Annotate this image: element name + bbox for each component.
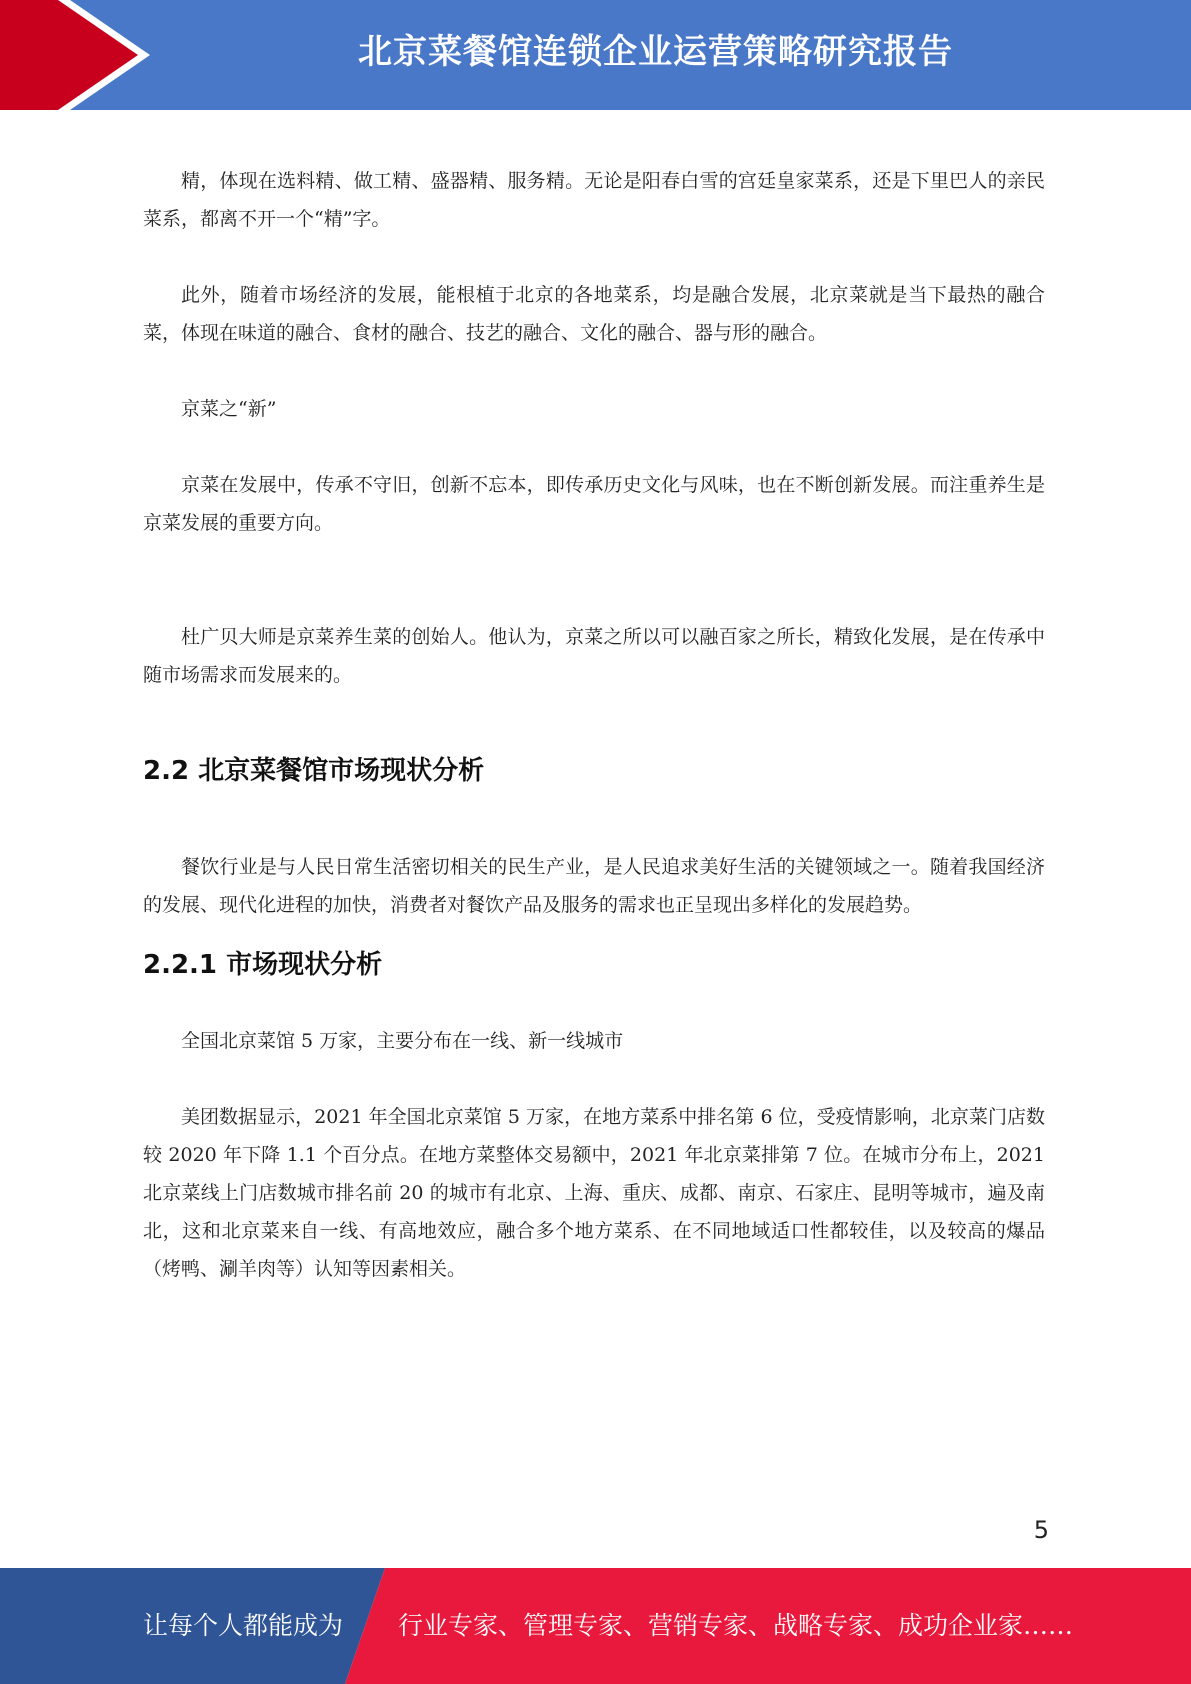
paragraph-master: 杜广贝大师是京菜养生菜的创始人。他认为，京菜之所以可以融百家之所长，精致化发展，是在传承中随市场需求而发展来的。: [143, 626, 1045, 686]
paragraph-industry: 餐饮行业是与人民日常生活密切相关的民生产业，是人民追求美好生活的关键领域之一。随着我国经济的发展、现代化进程的加快，消费者对餐饮产品及服务的需求也正呈现出多样化的发展趋势。: [143, 856, 1045, 916]
chevron-red: [0, 0, 138, 110]
document-title: 北京菜餐馆连锁企业运营策略研究报告: [358, 32, 953, 72]
paragraph-innovation: 京菜在发展中，传承不守旧，创新不忘本，即传承历史文化与风味，也在不断创新发展。而注重养生是京菜发展的重要方向。: [143, 474, 1045, 534]
section-heading-2-2: 2.2 北京菜餐馆市场现状分析: [143, 756, 485, 786]
footer-slogan-right: 行业专家、管理专家、营销专家、战略专家、成功企业家……: [398, 1611, 1074, 1640]
page-footer: [0, 1568, 1191, 1684]
page-header: [0, 0, 1191, 110]
paragraph-fusion: 此外，随着市场经济的发展，能根植于北京的各地菜系，均是融合发展，北京菜就是当下最热的融合菜，体现在味道的融合、食材的融合、技艺的融合、文化的融合、器与形的融合。: [143, 284, 1045, 344]
paragraph-meituan-data: 美团数据显示，2021 年全国北京菜馆 5 万家，在地方菜系中排名第 6 位，受疫情影响，北京菜门店数较 2020 年下降 1.1 个百分点。在地方菜整体交易额中，2021 年北京菜排第 7 位。在城市分布上，2021 北京菜线上门店数城市排名前 20 的城市有北京、上海、重庆、成都、南京、石家庄、昆明等城市，遍及南北，这和北京菜来自一线、有高地效应，融合多个地方菜系、在不同地域适口性都较佳，以及较高的爆品（烤鸭、涮羊肉等）认知等因素相关。: [143, 1106, 1045, 1280]
page-number: 5: [1033, 1516, 1049, 1544]
header-chevron-icon: [0, 0, 160, 110]
footer-slogan-left: 让每个人都能成为: [143, 1611, 344, 1640]
paragraph-jing: 精，体现在选料精、做工精、盛器精、服务精。无论是阳春白雪的宫廷皇家菜系，还是下里巴人的亲民菜系，都离不开一个“精”字。: [143, 170, 1045, 230]
paragraph-store-count: 全国北京菜馆 5 万家，主要分布在一线、新一线城市: [181, 1030, 624, 1052]
paragraph-xin-title: 京菜之“新”: [181, 398, 277, 420]
main-content: [143, 162, 1045, 1288]
section-heading-2-2-1: 2.2.1 市场现状分析: [143, 950, 383, 980]
